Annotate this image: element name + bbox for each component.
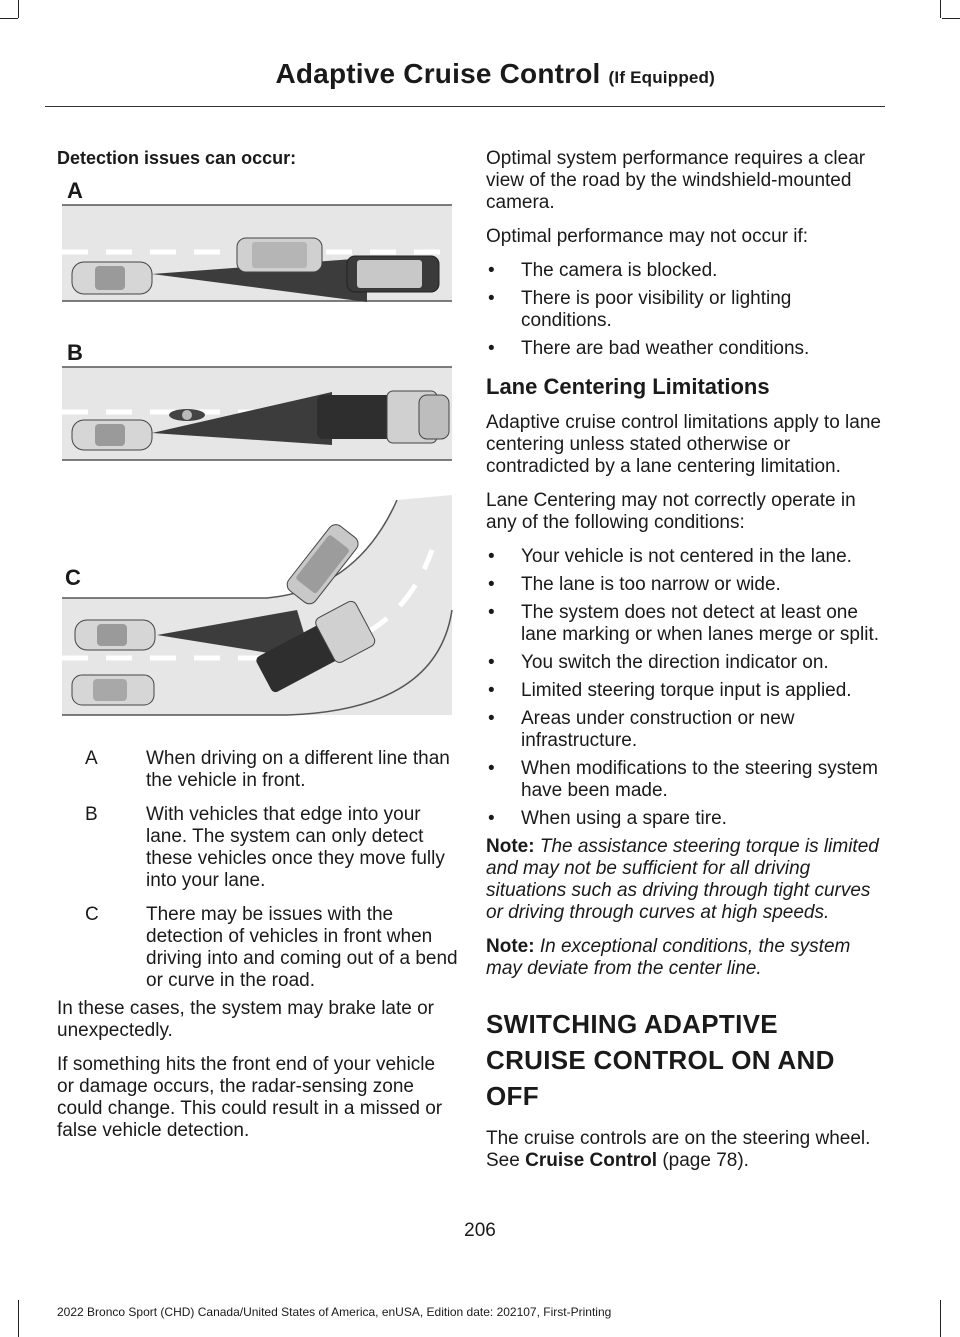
paragraph: Lane Centering may not correctly operate in any of the following conditions:	[486, 490, 856, 533]
header-subtitle: (If Equipped)	[608, 68, 715, 87]
motorcycle-icon	[169, 409, 205, 421]
crop-mark	[940, 1300, 941, 1337]
legend-row-a	[85, 748, 465, 792]
paragraph: Adaptive cruise control limitations apply to lane centering unless stated otherwise or contradicted by a lane centering limitation.	[486, 412, 881, 477]
list-item-text: There is poor visibility or lighting conditions.	[521, 288, 792, 331]
paragraph: If something hits the front end of your vehicle or damage occurs, the radar-sensing zone could change. This could result in a missed or false vehicle detection.	[57, 1054, 443, 1141]
header-rule	[45, 106, 885, 107]
section-heading	[486, 1006, 886, 1114]
list-item: • You switch the direction indicator on.	[488, 652, 829, 673]
list-item: • Limited steering torque input is applied.	[488, 680, 852, 701]
list-item-text: Your vehicle is not centered in the lane.	[521, 546, 852, 567]
list-item-text: When modifications to the steering system have been made.	[521, 758, 878, 801]
list-item-text: You switch the direction indicator on.	[521, 652, 829, 673]
legend-text: When driving on a different line than the vehicle in front.	[146, 748, 450, 791]
car-icon	[72, 675, 154, 705]
own-car-icon	[72, 262, 152, 294]
note	[486, 936, 886, 980]
figure-legend	[85, 748, 465, 1004]
paragraph: Optimal system performance requires a clear view of the road by the windshield-mounted camera.	[486, 148, 866, 213]
list-item: • The camera is blocked.	[488, 260, 718, 281]
list-item: • The lane is too narrow or wide.	[488, 574, 781, 595]
list-item: • When modifications to the steering system have been made.	[488, 758, 878, 801]
bullet-list	[486, 260, 886, 360]
legend-text: With vehicles that edge into your lane. The system can only detect these vehicles once they move fully into your lane.	[146, 804, 445, 891]
crop-mark	[942, 18, 960, 19]
legend-row-c	[85, 904, 465, 992]
section-heading-line: CRUISE CONTROL ON AND OFF	[486, 1045, 835, 1111]
page-number: 206	[464, 1220, 496, 1241]
legend-key: C	[85, 904, 99, 925]
detection-figure	[57, 170, 457, 718]
page-header-title	[275, 58, 715, 90]
list-item-text: The system does not detect at least one lane marking or when lanes merge or split.	[521, 602, 880, 645]
suv-icon	[237, 238, 322, 272]
list-item: • Your vehicle is not centered in the lane.	[488, 546, 852, 567]
left-body	[57, 998, 457, 1154]
note-text: In exceptional conditions, the system may deviate from the center line.	[486, 936, 851, 979]
list-item: • When using a spare tire.	[488, 808, 727, 829]
list-item: • The system does not detect at least one lane marking or when lanes merge or split.	[488, 602, 880, 645]
note-label: Note:	[486, 836, 535, 857]
note-label: Note:	[486, 936, 535, 957]
legend-row-b	[85, 804, 465, 892]
van-icon	[347, 256, 439, 292]
list-item-text: Limited steering torque input is applied.	[521, 680, 852, 701]
list-item-text: When using a spare tire.	[521, 808, 727, 829]
figure-label-b: B	[67, 340, 83, 365]
detection-lead: Detection issues can occur:	[57, 148, 297, 168]
note	[486, 836, 886, 924]
list-item-text: Areas under construction or new infrastructure.	[521, 708, 795, 751]
list-item-text: The lane is too narrow or wide.	[521, 574, 781, 595]
crop-mark	[18, 1300, 19, 1337]
list-item: • There are bad weather conditions.	[488, 338, 810, 359]
subheading: Lane Centering Limitations	[486, 374, 770, 399]
bullet-list	[486, 546, 886, 830]
own-car-icon	[72, 420, 152, 450]
list-item: • Areas under construction or new infrastructure.	[488, 708, 795, 751]
legend-key: B	[85, 804, 98, 825]
paragraph: In these cases, the system may brake late or unexpectedly.	[57, 998, 435, 1041]
section-heading-line: SWITCHING ADAPTIVE	[486, 1009, 778, 1039]
left-column	[57, 148, 457, 169]
paragraph: Optimal performance may not occur if:	[486, 226, 809, 247]
panel-b	[62, 367, 452, 460]
right-column	[486, 148, 886, 1184]
list-item-text: The camera is blocked.	[521, 260, 718, 281]
paragraph	[486, 1128, 886, 1172]
text: The cruise controls are on the steering wheel. See	[486, 1128, 871, 1171]
crop-mark	[18, 0, 19, 18]
figure-label-c: C	[65, 565, 81, 590]
figure-label-a: A	[67, 178, 83, 203]
own-car-icon	[75, 620, 155, 650]
list-item-text: There are bad weather conditions.	[521, 338, 810, 359]
header-title-text: Adaptive Cruise Control	[275, 58, 601, 89]
truck-icon	[317, 391, 449, 443]
panel-c	[62, 495, 452, 715]
crop-mark	[0, 18, 18, 19]
note-text: The assistance steering torque is limited and may not be sufficient for all driving situations such as driving through tight curves or driving through curves at high speeds.	[486, 836, 879, 923]
legend-text: There may be issues with the detection of vehicles in front when driving into and coming out of a bend or curve in the road.	[146, 904, 458, 991]
panel-a	[62, 205, 452, 302]
footer: 2022 Bronco Sport (CHD) Canada/United States of America, enUSA, Edition date: 202107, First-Printing	[57, 1305, 612, 1319]
crop-mark	[940, 0, 941, 18]
cross-reference-link[interactable]: Cruise Control	[525, 1150, 658, 1171]
text: (page 78).	[657, 1150, 749, 1171]
list-item: • There is poor visibility or lighting conditions.	[488, 288, 792, 331]
legend-key: A	[85, 748, 98, 769]
